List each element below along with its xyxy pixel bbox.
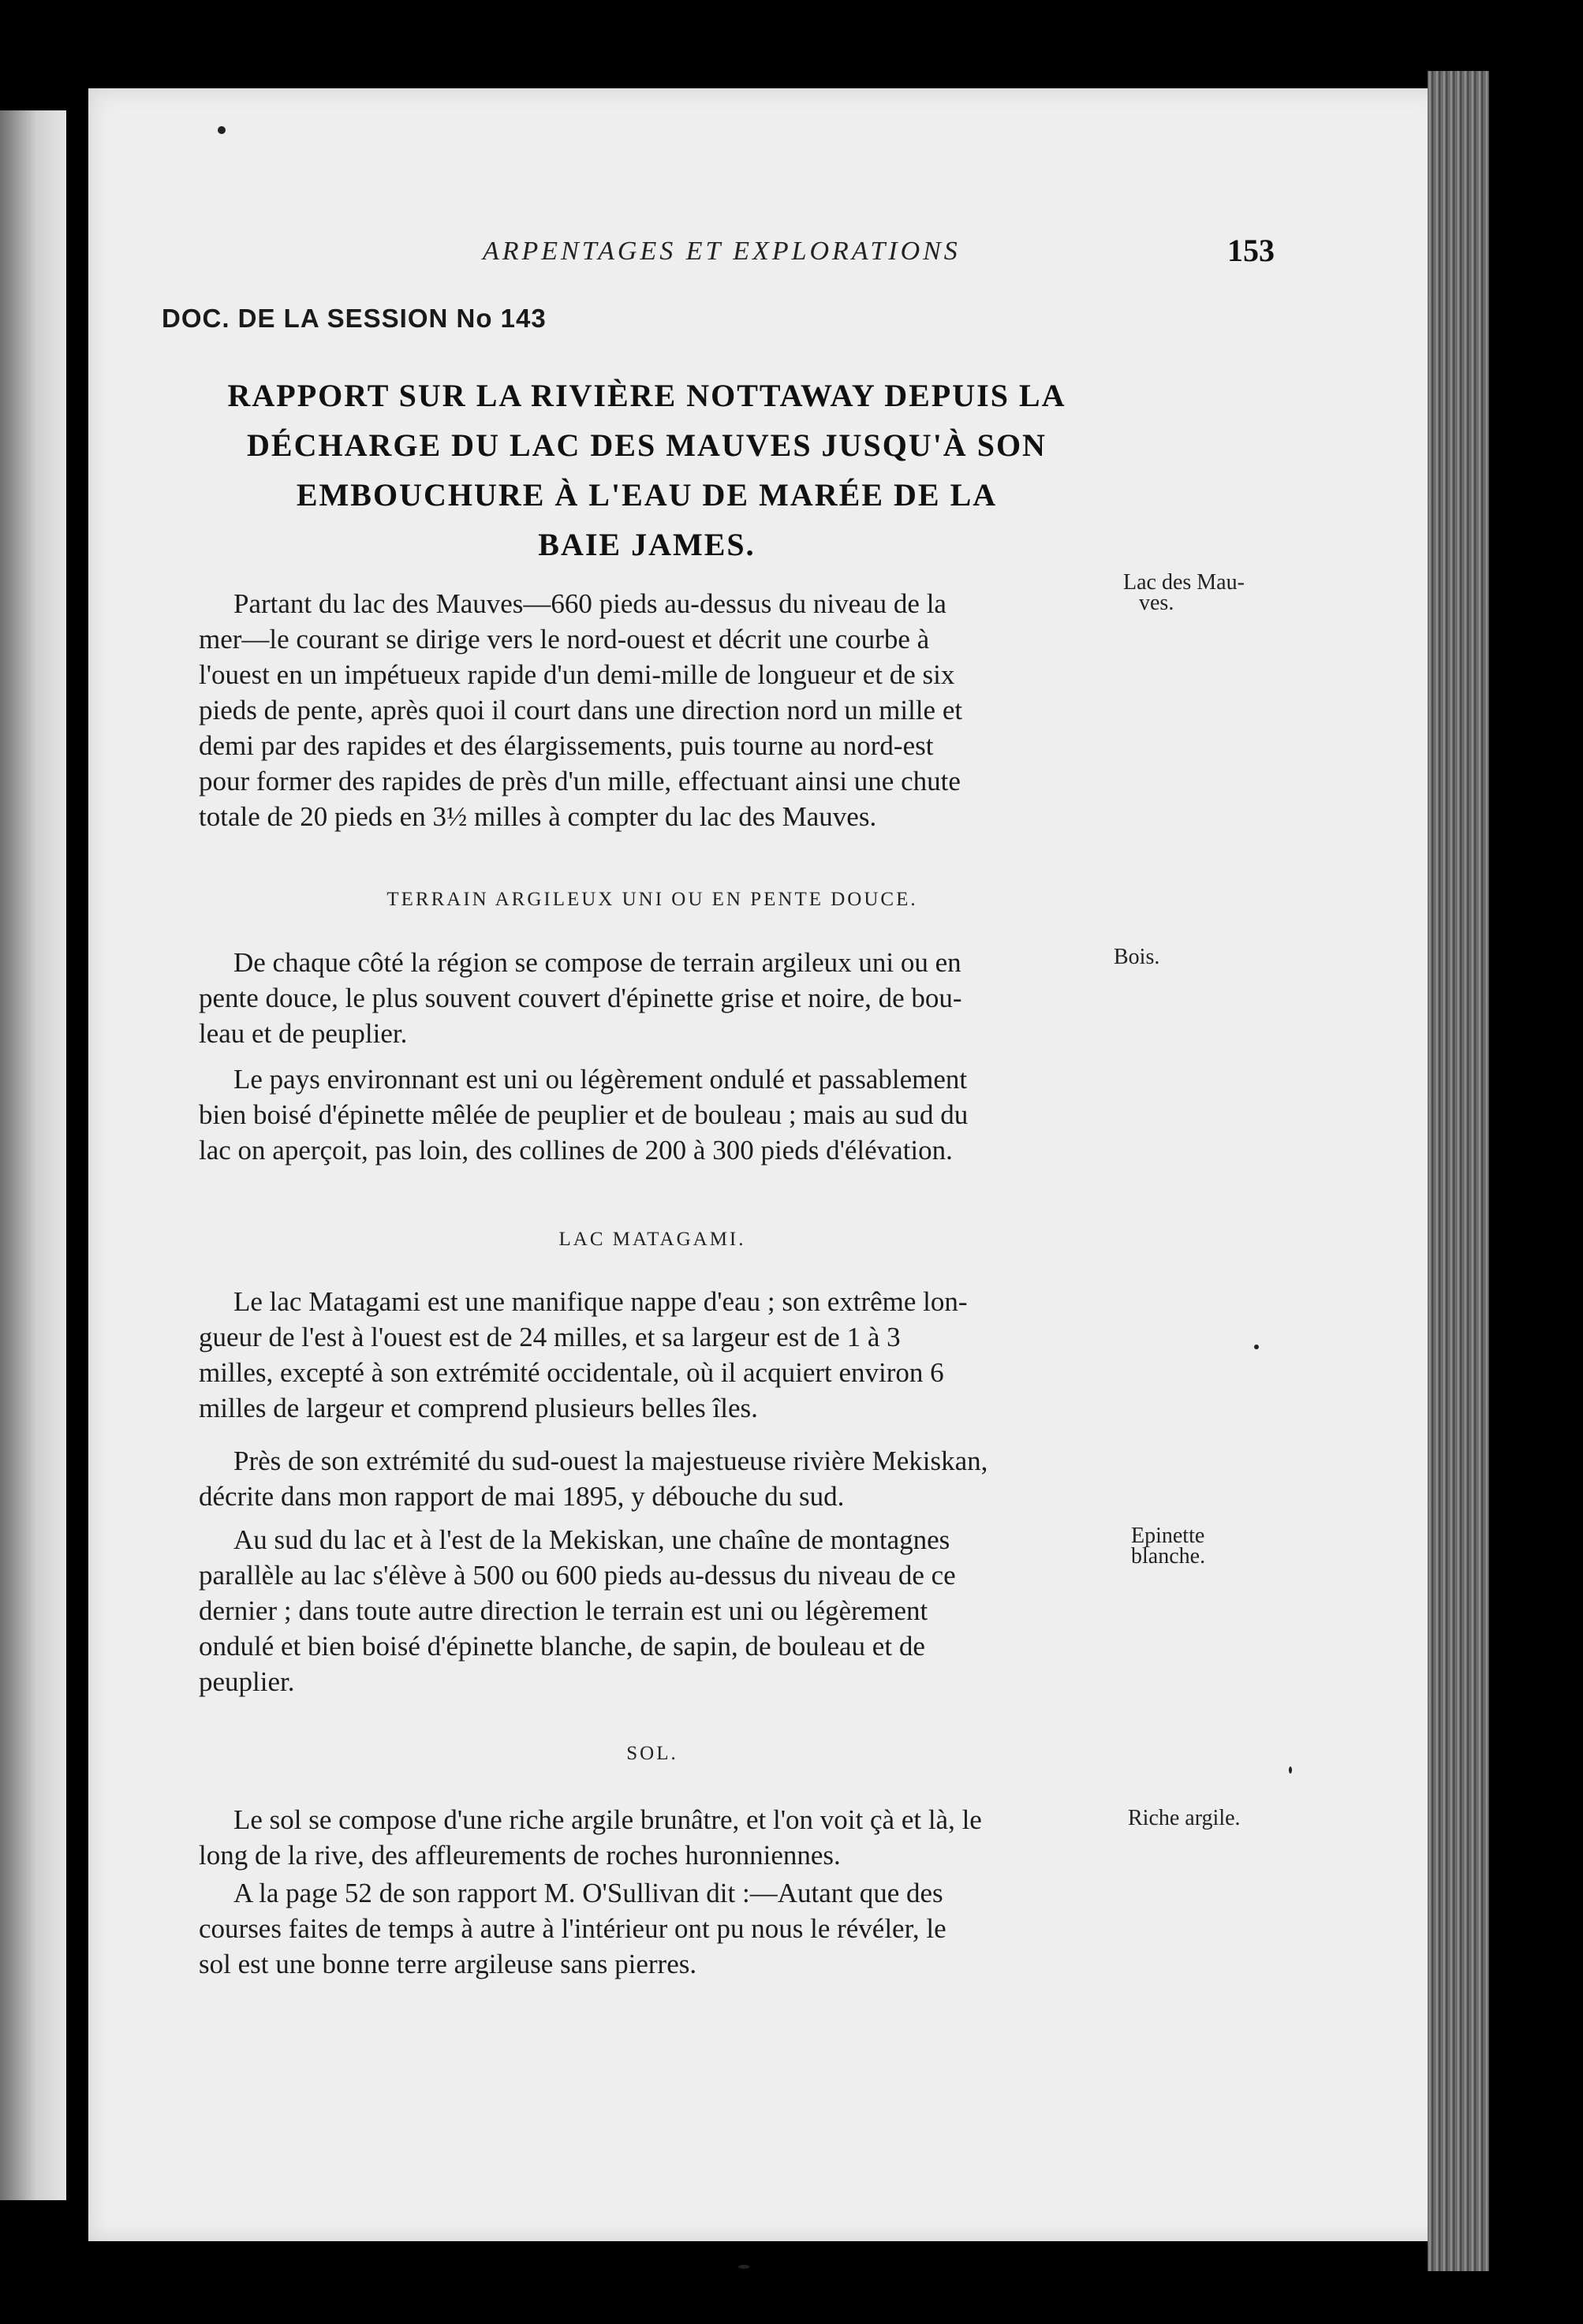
margin-note-riche-argile: Riche argile. — [1128, 1806, 1241, 1830]
running-header: ARPENTAGES ET EXPLORATIONS — [483, 237, 961, 266]
section-heading-terrain: TERRAIN ARGILEUX UNI OU EN PENTE DOUCE. — [386, 889, 918, 910]
scan-speck — [1289, 1766, 1292, 1774]
page-stack-edge — [1428, 71, 1489, 2271]
text-line: Partant du lac des Mauves—660 pieds au-dessus du niveau de la — [233, 588, 946, 619]
text-line: parallèle au lac s'élève à 500 ou 600 pieds au-dessus du niveau de ce — [199, 1560, 956, 1591]
text-line: ondulé et bien boisé d'épinette blanche, de sapin, de bouleau et de — [199, 1631, 925, 1662]
margin-note-line: ves. — [1139, 591, 1174, 615]
text-line: Au sud du lac et à l'est de la Mekiskan, une chaîne de montagnes — [233, 1524, 950, 1555]
text-line: gueur de l'est à l'ouest est de 24 milles, et sa largeur est de 1 à 3 — [199, 1322, 901, 1352]
paragraph-sol — [199, 1802, 1106, 1873]
text-line: lac on aperçoit, pas loin, des collines de 200 à 300 pieds d'élévation. — [199, 1135, 953, 1166]
section-heading-sol: SOL. — [626, 1743, 678, 1764]
title-line: DÉCHARGE DU LAC DES MAUVES JUSQU'À SON — [247, 427, 1047, 463]
text-line: Le lac Matagami est une manifique nappe d'eau ; son extrême lon- — [233, 1286, 968, 1317]
text-line: long de la rive, des affleurements de roches huronniennes. — [199, 1840, 841, 1871]
text-line: Près de son extrémité du sud-ouest la majestueuse rivière Mekiskan, — [233, 1446, 988, 1476]
text-line: milles de largeur et comprend plusieurs belles îles. — [199, 1393, 758, 1423]
margin-note-line: Lac des Mau- — [1123, 570, 1245, 595]
paragraph-lac-matagami — [199, 1284, 1106, 1426]
margin-note-line: blanche. — [1131, 1544, 1206, 1569]
text-line: pour former des rapides de près d'un mille, effectuant ainsi une chute — [199, 766, 961, 796]
text-line: l'ouest en un impétueux rapide d'un demi-mille de longueur et de six — [199, 659, 955, 690]
text-line: bien boisé d'épinette mêlée de peuplier et de bouleau ; mais au sud du — [199, 1099, 969, 1130]
paragraph-terrain — [199, 945, 1106, 1051]
text-line: milles, excepté à son extrémité occidentale, où il acquiert environ 6 — [199, 1357, 944, 1388]
paragraph-montagnes — [199, 1522, 1106, 1699]
text-line: courses faites de temps à autre à l'intérieur ont pu nous le révéler, le — [199, 1913, 946, 1944]
text-line: décrite dans mon rapport de mai 1895, y débouche du sud. — [199, 1481, 845, 1512]
paragraph-environs — [199, 1061, 1106, 1168]
paragraph-mekiskan — [199, 1443, 1106, 1514]
text-line: sol est une bonne terre argileuse sans pierres. — [199, 1949, 697, 1979]
text-line: De chaque côté la région se compose de terrain argileux uni ou en — [233, 947, 961, 978]
scan-speck — [218, 126, 226, 134]
margin-note-epinette — [1123, 1526, 1205, 1567]
text-line: peuplier. — [199, 1666, 295, 1697]
paragraph-osullivan — [199, 1875, 1106, 1982]
text-line: A la page 52 de son rapport M. O'Sullivan dit :—Autant que des — [233, 1878, 943, 1908]
title-line: EMBOUCHURE À L'EAU DE MARÉE DE LA — [296, 477, 998, 513]
margin-note-bois: Bois. — [1114, 945, 1160, 969]
text-line: demi par des rapides et des élargissements, puis tourne au nord-est — [199, 730, 934, 761]
title-line: RAPPORT SUR LA RIVIÈRE NOTTAWAY DEPUIS LA — [227, 378, 1066, 413]
text-line: Le pays environnant est uni ou légèrement ondulé et passablement — [233, 1064, 968, 1095]
section-heading-lac: LAC MATAGAMI. — [558, 1229, 746, 1250]
text-line: mer—le courant se dirige vers le nord-ouest et décrit une courbe à — [199, 624, 930, 655]
text-line: pieds de pente, après quoi il court dans une direction nord un mille et — [199, 695, 963, 726]
title-line: BAIE JAMES. — [538, 527, 756, 562]
page-number: 153 — [1227, 233, 1275, 268]
text-line: Le sol se compose d'une riche argile brunâtre, et l'on voit çà et là, le — [233, 1804, 982, 1835]
text-line: leau et de peuplier. — [199, 1018, 408, 1049]
text-line: dernier ; dans toute autre direction le terrain est uni ou légèrement — [199, 1595, 928, 1626]
paragraph-intro — [199, 586, 1106, 834]
scan-speck — [1254, 1345, 1259, 1349]
facing-page-edge — [0, 110, 66, 2200]
document-reference: DOC. DE LA SESSION No 143 — [162, 304, 547, 333]
report-title — [205, 371, 1088, 569]
text-line: pente douce, le plus souvent couvert d'épinette grise et noire, de bou- — [199, 983, 962, 1013]
margin-note-lac-des-mauves — [1123, 570, 1245, 615]
margin-note-line: Epinette — [1131, 1524, 1205, 1548]
text-line: totale de 20 pieds en 3½ milles à compter du lac des Mauves. — [199, 801, 877, 832]
scan-speck — [738, 2265, 749, 2269]
